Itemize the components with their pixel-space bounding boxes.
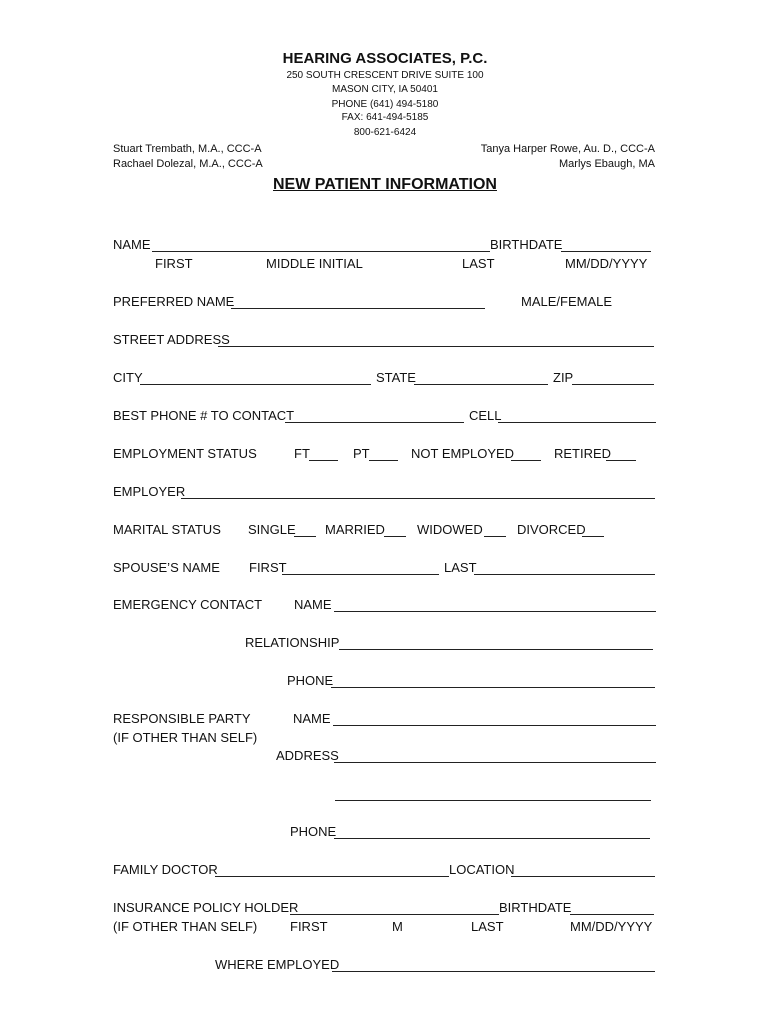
insurance-middle-hint: M [392, 919, 403, 934]
marital-married-blank[interactable] [384, 536, 406, 537]
preferred-name-field[interactable] [231, 308, 485, 309]
marital-married-label: MARRIED [325, 522, 385, 537]
spouse-first-label: FIRST [249, 560, 287, 575]
preferred-name-label: PREFERRED NAME [113, 294, 235, 309]
employer-field[interactable] [181, 498, 655, 499]
marital-widowed-label: WIDOWED [417, 522, 483, 537]
emergency-relationship-field[interactable] [339, 649, 653, 650]
spouse-last-field[interactable] [474, 574, 655, 575]
street-address-label: STREET ADDRESS [113, 332, 230, 347]
emergency-relationship-label: RELATIONSHIP [245, 635, 340, 650]
emergency-name-label: NAME [294, 597, 332, 612]
responsible-name-label: NAME [293, 711, 331, 726]
city-field[interactable] [140, 384, 371, 385]
emergency-contact-label: EMERGENCY CONTACT [113, 597, 263, 612]
spouse-name-label: SPOUSE’S NAME [113, 560, 220, 575]
marital-single-label: SINGLE [248, 522, 296, 537]
zip-label: ZIP [553, 370, 574, 385]
responsible-address-field[interactable] [334, 762, 656, 763]
marital-single-blank[interactable] [294, 536, 316, 537]
name-middle-hint: MIDDLE INITIAL [266, 256, 363, 271]
name-first-hint: FIRST [155, 256, 193, 271]
where-employed-label: WHERE EMPLOYED [215, 957, 340, 972]
state-field[interactable] [414, 384, 548, 385]
marital-status-label: MARITAL STATUS [113, 522, 221, 537]
staff-left-2: Rachael Dolezal, M.A., CCC-A [113, 158, 263, 170]
street-address-field[interactable] [218, 346, 654, 347]
insurance-last-hint: LAST [471, 919, 504, 934]
form-title: NEW PATIENT INFORMATION [273, 176, 497, 193]
state-label: STATE [376, 370, 416, 385]
practice-fax: FAX: 641-494-5185 [341, 112, 429, 123]
zip-field[interactable] [572, 384, 654, 385]
marital-divorced-blank[interactable] [582, 536, 604, 537]
employment-status-label: EMPLOYMENT STATUS [113, 446, 257, 461]
cell-label: CELL [469, 408, 502, 423]
marital-divorced-label: DIVORCED [517, 522, 586, 537]
emergency-name-field[interactable] [334, 611, 656, 612]
doctor-location-label: LOCATION [449, 862, 515, 877]
employment-retired-label: RETIRED [554, 446, 612, 461]
responsible-party-label: RESPONSIBLE PARTY [113, 711, 251, 726]
best-phone-label: BEST PHONE # TO CONTACT [113, 408, 295, 423]
responsible-address-line2[interactable] [335, 800, 651, 801]
cell-field[interactable] [498, 422, 656, 423]
doctor-location-field[interactable] [511, 876, 655, 877]
employment-not-employed-blank[interactable] [511, 460, 541, 461]
staff-right-2: Marlys Ebaugh, MA [559, 158, 655, 170]
birthdate-format-hint: MM/DD/YYYY [565, 256, 648, 271]
practice-phone: PHONE (641) 494-5180 [331, 99, 439, 110]
responsible-name-field[interactable] [333, 725, 656, 726]
spouse-first-field[interactable] [282, 574, 439, 575]
insurance-holder-sublabel: (IF OTHER THAN SELF) [113, 919, 258, 934]
practice-address2: MASON CITY, IA 50401 [332, 84, 438, 95]
practice-tollfree: 800-621-6424 [353, 127, 417, 138]
employer-label: EMPLOYER [113, 484, 186, 499]
name-field[interactable] [152, 251, 490, 252]
employment-not-employed-label: NOT EMPLOYED [411, 446, 515, 461]
employment-ft-label: FT [294, 446, 310, 461]
responsible-phone-field[interactable] [334, 838, 650, 839]
insurance-first-hint: FIRST [290, 919, 328, 934]
responsible-party-sublabel: (IF OTHER THAN SELF) [113, 730, 258, 745]
insurance-holder-field[interactable] [290, 914, 499, 915]
responsible-phone-label: PHONE [290, 824, 337, 839]
responsible-address-label: ADDRESS [276, 748, 339, 763]
best-phone-field[interactable] [285, 422, 464, 423]
family-doctor-label: FAMILY DOCTOR [113, 862, 218, 877]
emergency-phone-label: PHONE [287, 673, 334, 688]
spouse-last-label: LAST [444, 560, 477, 575]
where-employed-field[interactable] [332, 971, 655, 972]
staff-right-1: Tanya Harper Rowe, Au. D., CCC-A [480, 143, 655, 155]
birthdate-label: BIRTHDATE [490, 237, 563, 252]
practice-address1: 250 SOUTH CRESCENT DRIVE SUITE 100 [286, 70, 484, 81]
practice-name: HEARING ASSOCIATES, P.C. [282, 50, 488, 67]
birthdate-field[interactable] [561, 251, 651, 252]
city-label: CITY [113, 370, 143, 385]
insurance-birthdate-label: BIRTHDATE [499, 900, 572, 915]
emergency-phone-field[interactable] [331, 687, 655, 688]
name-label: NAME [113, 237, 151, 252]
name-last-hint: LAST [462, 256, 495, 271]
insurance-date-format-hint: MM/DD/YYYY [570, 919, 653, 934]
insurance-holder-label: INSURANCE POLICY HOLDER [113, 900, 299, 915]
employment-retired-blank[interactable] [606, 460, 636, 461]
marital-widowed-blank[interactable] [484, 536, 506, 537]
staff-left-1: Stuart Trembath, M.A., CCC-A [113, 143, 262, 155]
employment-pt-label: PT [353, 446, 370, 461]
employment-ft-blank[interactable] [309, 460, 338, 461]
family-doctor-field[interactable] [215, 876, 449, 877]
gender-label[interactable]: MALE/FEMALE [521, 294, 613, 309]
insurance-birthdate-field[interactable] [570, 914, 654, 915]
employment-pt-blank[interactable] [369, 460, 398, 461]
